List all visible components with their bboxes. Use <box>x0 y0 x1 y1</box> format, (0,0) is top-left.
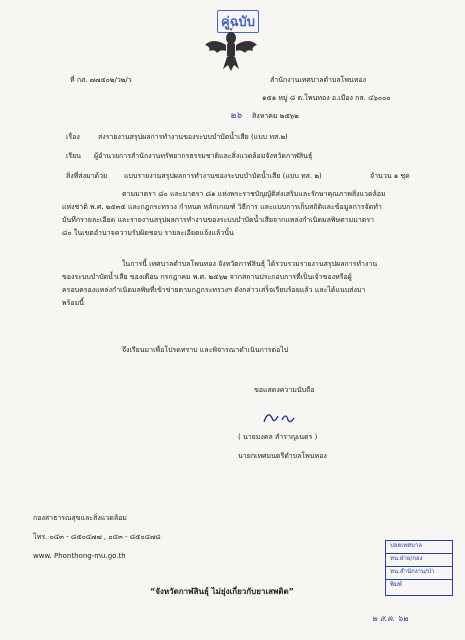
copy-stamp: คู่ฉบับ <box>217 10 259 33</box>
paragraph-line: ครอบครองแหล่งกำเนิดมลพิษที่เข้าข่ายตามกฎกระทรวงฯ ดังกล่าวเสร็จเรียบร้อยแล้ว และได้แนบส่งมา <box>62 286 366 294</box>
attachment-text: แบบรายงานสรุปผลการทำงานของระบบบำบัดน้ำเสีย (แบบ ทส. ๒) <box>124 172 322 180</box>
website-link: www. Phonthong-mu.go.th <box>33 552 126 560</box>
signer-name: ( นายมงคล สำราญเนตร ) <box>238 433 318 441</box>
attachment-label: สิ่งที่ส่งมาด้วย <box>66 172 108 180</box>
body-paragraph-1 <box>62 188 432 240</box>
stamp-line: หน.ฝ่าย/กอง <box>386 554 452 567</box>
to-text: ผู้อำนวยการสำนักงานทรัพยากรธรรมชาติและสิ่งแวดล้อมจังหวัดกาฬสินธุ์ <box>94 152 313 160</box>
subject-label: เรื่อง <box>66 133 80 141</box>
attachment-count: จำนวน ๑ ชุด <box>370 172 410 180</box>
signer-position: นายกเทศมนตรีตำบลโพนทอง <box>238 452 327 460</box>
stamp-line: หน.สำนักงาน/ป่า <box>386 567 452 580</box>
subject-text: ส่งรายงานสรุปผลการทำงานของระบบบำบัดน้ำเสีย (แบบ ทส.๒) <box>98 133 288 141</box>
paragraph-line: พร้อมนี้ <box>62 299 84 307</box>
paragraph-line: ตามมาตรา ๘๐ และมาตรา ๘๑ แห่งพระราชบัญญัติส่งเสริมและรักษาคุณภาพสิ่งแวดล้อม <box>122 190 386 198</box>
slogan: “จังหวัดกาฬสินธุ์ ไม่ยุ่งเกี่ยวกับยาเสพติด” <box>150 587 294 596</box>
paragraph-line: แห่งชาติ พ.ศ. ๒๕๓๕ และกฎกระทรวง กำหนด หลักเกณฑ์ วิธีการ และแบบการเก็บสถิติและข้อมูลการจัดทำ <box>62 203 382 211</box>
closing-salutation: ขอแสดงความนับถือ <box>254 386 315 394</box>
stamp-line: พิมพ์ <box>390 581 402 588</box>
handwritten-date: ๒ ส.ค. ๖๒ <box>372 614 409 623</box>
stamp-line: ปลดเทศบาล <box>386 541 452 554</box>
paragraph-line: ในการนี้ เทศบาลตำบลโพนทอง จังหวัดกาฬสินธุ์ ได้รวบรวมรายงานสรุปผลการทำงาน <box>122 260 378 268</box>
body-paragraph-2 <box>62 258 432 310</box>
paragraph-line: ๘๐ ในเขตอำนาจความรับผิดชอบ รายละเอียดแจ้งแล้วนั้น <box>62 229 234 237</box>
office-address: ๑๕๑ หมู่ ๘ ต.โพนทอง อ.เมือง กส. ๔๖๐๐๐ <box>262 94 391 102</box>
phone-number: โทร. ๐๔๓ - ๘๕๐๔๗๗ , ๐๔๓ - ๘๕๐๔๗๘ <box>33 533 161 541</box>
date-month-year: สิงหาคม ๒๕๖๒ <box>252 112 299 120</box>
routing-stamp <box>385 540 453 596</box>
office-name: สำนักงานเทศบาลตำบลโพนทอง <box>270 76 367 84</box>
paragraph-line: ของระบบบำบัดน้ำเสีย ของเดือน กรกฎาคม พ.ศ. ๒๕๖๒ จากสถานประกอบการที่เป็นเจ้าของหรือผู้ <box>62 273 352 281</box>
paragraph-line: บันทึกรายละเอียด และรายงานสรุปผลการทำงานของระบบบำบัดน้ำเสียจากแหล่งกำเนิดมลพิษตามมาตรา <box>62 216 375 224</box>
division-name: กองสาธารณสุขและสิ่งแวดล้อม <box>33 514 127 522</box>
signature-icon <box>260 408 300 428</box>
document-number: ที่ กส. ๗๗๕๐๒/ว๒/ว <box>70 76 132 84</box>
date-day: ๒๖ <box>230 111 242 121</box>
to-label: เรียน <box>66 152 82 160</box>
closing-request: จึงเรียนมาเพื่อโปรดทราบ และพิจารณาดำเนินการต่อไป <box>122 346 289 354</box>
garuda-emblem-icon <box>203 27 259 73</box>
